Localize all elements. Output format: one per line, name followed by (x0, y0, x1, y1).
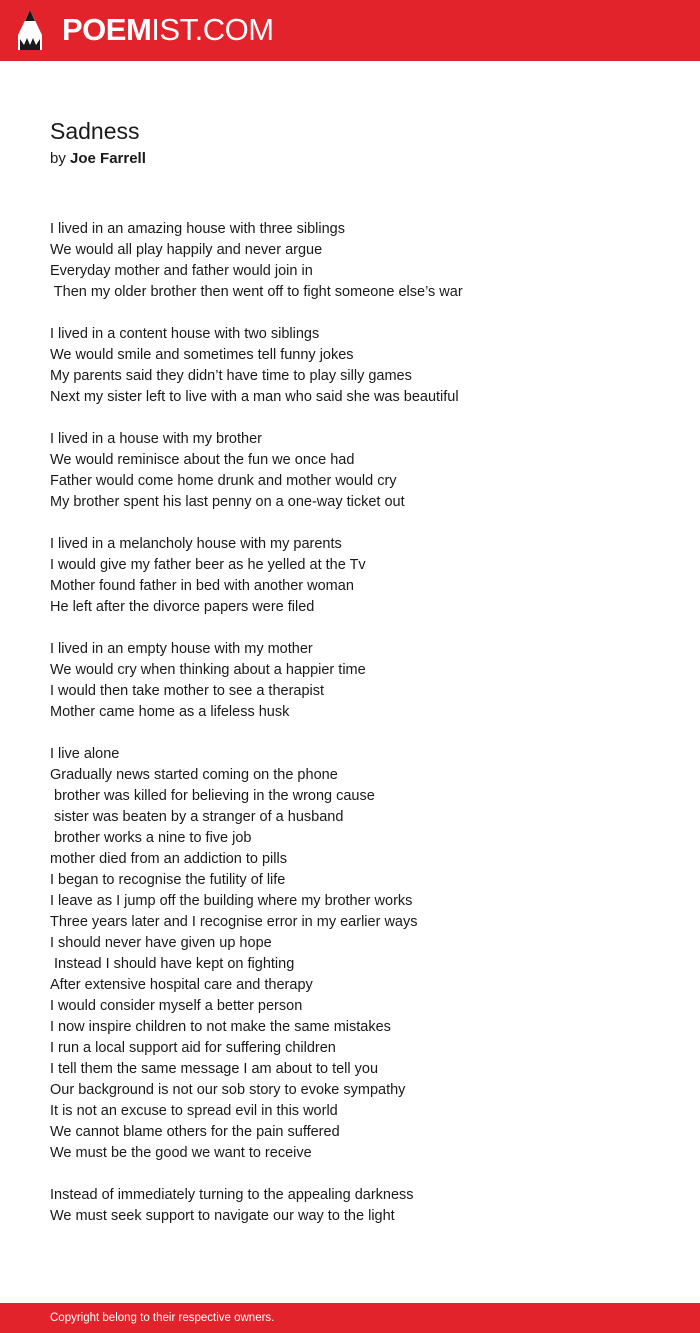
pencil-icon[interactable] (16, 9, 44, 51)
poem-line: We must be the good we want to receive (50, 1145, 312, 1161)
poem-line: I now inspire children to not make the same mistakes (50, 1019, 391, 1035)
poem-line: Everyday mother and father would join in (50, 263, 313, 279)
poem-line: I lived in an empty house with my mother (50, 641, 313, 657)
poem-line: We would reminisce about the fun we once had (50, 452, 355, 468)
poem-line: I leave as I jump off the building where my brother works (50, 893, 413, 909)
poem-line: We would cry when thinking about a happier time (50, 662, 366, 678)
poem-line: We would smile and sometimes tell funny jokes (50, 347, 354, 363)
copyright-text: Copyright belong to their respective owners. (50, 1312, 275, 1324)
poem-line: We must seek support to navigate our way to the light (50, 1208, 395, 1224)
poem-line: I live alone (50, 746, 120, 762)
poem-line: sister was beaten by a stranger of a husband (50, 809, 344, 825)
poem-line: I began to recognise the futility of life (50, 872, 286, 888)
poem-line: Mother found father in bed with another woman (50, 578, 354, 594)
poem-line: Next my sister left to live with a man who said she was beautiful (50, 389, 459, 405)
footer-bar (0, 1303, 700, 1333)
byline (50, 149, 146, 169)
poem-line: I lived in a content house with two siblings (50, 326, 320, 342)
poem-line: I should never have given up hope (50, 935, 272, 951)
poem-line: I lived in a house with my brother (50, 431, 262, 447)
poem-line: Then my older brother then went off to fight someone else’s war (50, 284, 463, 300)
poem-line: Three years later and I recognise error in my earlier ways (50, 914, 418, 930)
poem-line: Instead of immediately turning to the appealing darkness (50, 1187, 414, 1203)
poem-line: Father would come home drunk and mother would cry (50, 473, 397, 489)
poem-body (50, 219, 670, 1248)
poem-line: I would give my father beer as he yelled at the Tv (50, 557, 366, 573)
poem-line: After extensive hospital care and therapy (50, 977, 313, 993)
poem-line: Mother came home as a lifeless husk (50, 704, 290, 720)
stanza (50, 429, 670, 513)
poem-line: mother died from an addiction to pills (50, 851, 287, 867)
stanza (50, 534, 670, 618)
poem-line: It is not an excuse to spread evil in this world (50, 1103, 338, 1119)
poem-title: Sadness (50, 118, 140, 144)
poem-line: brother was killed for believing in the wrong cause (50, 788, 375, 804)
poem-line: I run a local support aid for suffering children (50, 1040, 336, 1056)
poem-line: My parents said they didn’t have time to play silly games (50, 368, 412, 384)
poem-line: We would all play happily and never argue (50, 242, 323, 258)
poem-line: I lived in an amazing house with three siblings (50, 221, 345, 237)
poem-line: He left after the divorce papers were filed (50, 599, 315, 615)
stanza (50, 639, 670, 723)
poem-line: I would consider myself a better person (50, 998, 303, 1014)
poem-line: We cannot blame others for the pain suffered (50, 1124, 340, 1140)
poem-line: Gradually news started coming on the phone (50, 767, 338, 783)
stanza (50, 324, 670, 408)
logo-bold-text: POEM (62, 12, 152, 47)
poem-line: Our background is not our sob story to evoke sympathy (50, 1082, 406, 1098)
by-label: by (50, 150, 66, 167)
site-logo[interactable] (62, 12, 274, 48)
author-name: Joe Farrell (70, 150, 146, 167)
stanza (50, 1185, 670, 1227)
poem-line: brother works a nine to five job (50, 830, 252, 846)
logo-light-text: IST.COM (151, 12, 274, 47)
poem-line: I lived in a melancholy house with my parents (50, 536, 342, 552)
poem-line: I would then take mother to see a therapist (50, 683, 325, 699)
stanza (50, 744, 670, 1164)
header-bar (0, 0, 700, 61)
stanza (50, 219, 670, 303)
poem-line: Instead I should have kept on fighting (50, 956, 295, 972)
poem-line: I tell them the same message I am about to tell you (50, 1061, 379, 1077)
poem-line: My brother spent his last penny on a one-way ticket out (50, 494, 405, 510)
